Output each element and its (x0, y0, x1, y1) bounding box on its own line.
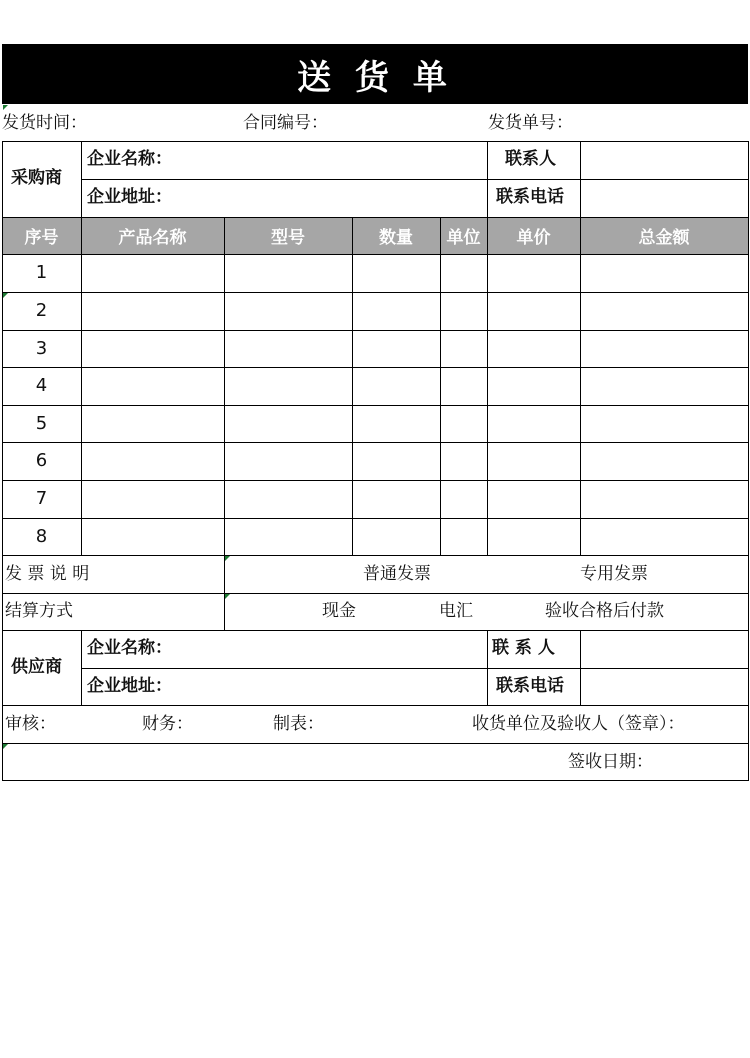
grid-line (352, 217, 353, 555)
prepared-label: 制表： (273, 714, 324, 734)
review-label: 审核： (5, 714, 56, 734)
settlement-option-after-acceptance: 验收合格后付款 (545, 601, 664, 621)
cell-marker (3, 105, 8, 110)
invoice-option-special: 专用发票 (580, 564, 648, 584)
row-number: 6 (35, 450, 48, 471)
grid-line (2, 555, 749, 556)
grid-line (580, 141, 581, 217)
row-number: 1 (35, 262, 48, 283)
supplier-company-name-label: 企业名称： (87, 638, 172, 658)
grid-line (487, 141, 488, 217)
cell-marker (225, 594, 230, 599)
grid-line (580, 217, 581, 555)
cell-marker (3, 744, 8, 749)
receiver-signature-label: 收货单位及验收人（签章）： (472, 714, 685, 734)
sign-date-label: 签收日期： (568, 752, 653, 772)
column-header: 总金额 (638, 228, 690, 248)
row-number: 2 (35, 300, 48, 321)
row-number: 8 (35, 526, 48, 547)
grid-line (81, 179, 749, 180)
column-header: 产品名称 (118, 228, 187, 248)
grid-line (81, 141, 82, 217)
grid-line (2, 705, 749, 706)
row-number: 3 (35, 338, 48, 359)
cell-marker (225, 556, 230, 561)
cell-marker (3, 293, 8, 298)
ship-time-label: 发货时间： (2, 113, 87, 133)
row-number: 4 (35, 375, 48, 396)
grid-line (2, 593, 749, 594)
grid-line (81, 630, 82, 705)
settlement-option-wire: 电汇 (439, 601, 473, 621)
column-header: 单位 (446, 228, 481, 248)
buyer-company-address-label: 企业地址： (87, 187, 172, 207)
grid-line (2, 292, 749, 293)
document-title: 送 货 单 (2, 44, 748, 104)
column-header: 型号 (271, 228, 305, 248)
grid-line (2, 480, 749, 481)
grid-line (2, 254, 749, 255)
buyer-phone-label: 联系电话 (496, 187, 564, 207)
grid-line (2, 330, 749, 331)
grid-line (487, 217, 488, 555)
invoice-label: 发 票 说 明 (5, 564, 90, 584)
grid-line (2, 630, 749, 631)
invoice-option-normal: 普通发票 (363, 564, 431, 584)
column-header: 单价 (516, 228, 551, 248)
grid-line (580, 630, 581, 705)
grid-line (224, 217, 225, 555)
supplier-phone-label: 联系电话 (496, 676, 564, 696)
grid-line (2, 743, 749, 744)
grid-line (2, 141, 749, 142)
supplier-contact-label: 联 系 人 (492, 638, 555, 658)
buyer-company-name-label: 企业名称： (87, 149, 172, 169)
grid-line (2, 518, 749, 519)
settlement-label: 结算方式 (5, 601, 73, 621)
grid-line (81, 668, 749, 669)
buyer-label: 采购商 (11, 168, 62, 188)
grid-line (748, 141, 749, 781)
settlement-option-cash: 现金 (322, 601, 356, 621)
column-header: 序号 (24, 228, 59, 248)
column-header: 数量 (379, 228, 413, 248)
grid-line (224, 555, 225, 630)
grid-line (2, 367, 749, 368)
grid-line (440, 217, 441, 555)
supplier-label: 供应商 (11, 657, 62, 677)
row-number: 7 (35, 488, 48, 509)
grid-line (2, 780, 749, 781)
ship-no-label: 发货单号： (488, 113, 573, 133)
buyer-contact-label: 联系人 (505, 149, 556, 169)
row-number: 5 (35, 413, 48, 434)
grid-line (2, 405, 749, 406)
grid-line (487, 630, 488, 705)
contract-no-label: 合同编号： (243, 113, 328, 133)
finance-label: 财务： (142, 714, 193, 734)
supplier-company-address-label: 企业地址： (87, 676, 172, 696)
grid-line (2, 442, 749, 443)
grid-line (81, 217, 82, 555)
